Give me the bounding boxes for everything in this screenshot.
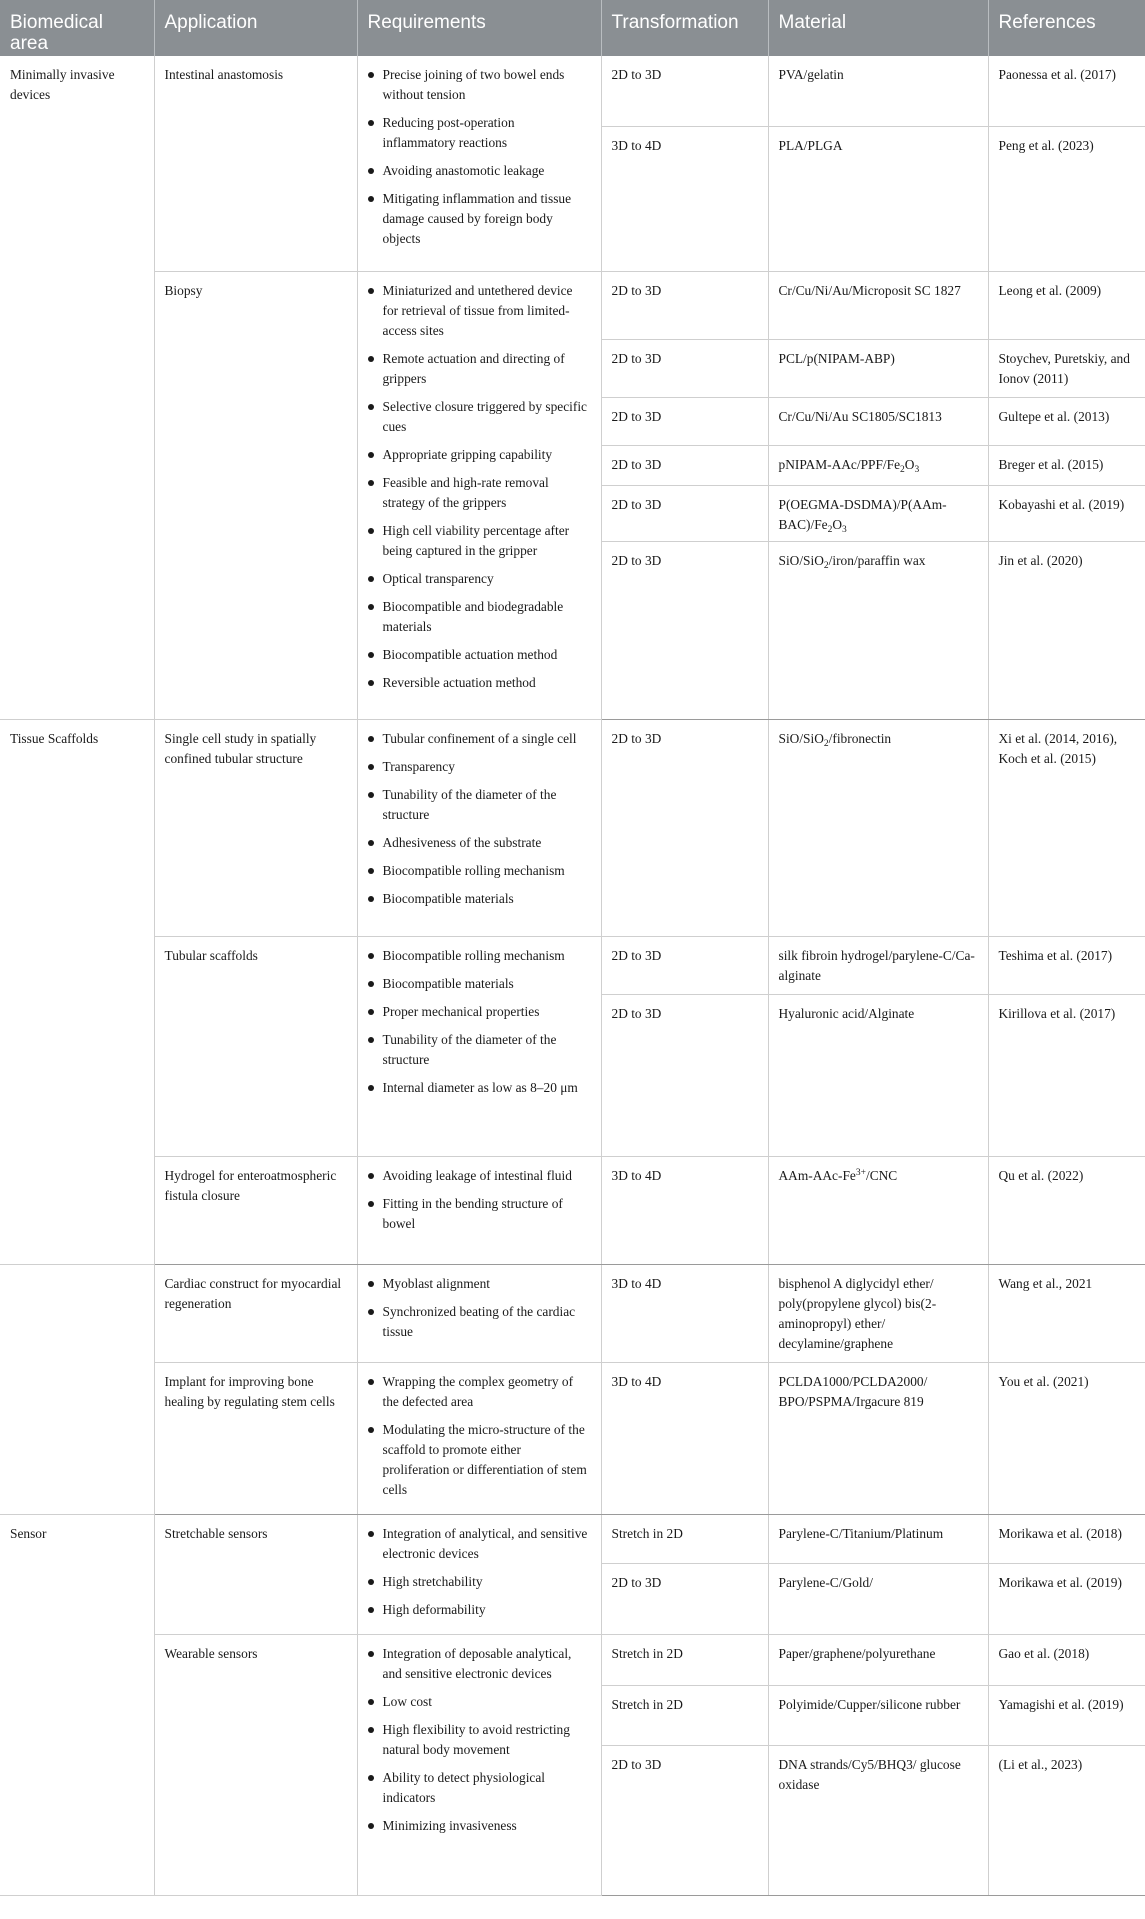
requirements-cell <box>357 1634 601 1895</box>
requirement-item: Biocompatible actuation method <box>368 645 591 665</box>
table-row <box>0 936 1145 994</box>
application-cell: Intestinal anastomosis <box>154 56 357 271</box>
reference-cell: Gultepe et al. (2013) <box>988 397 1145 445</box>
requirement-item: Biocompatible materials <box>368 889 591 909</box>
material-cell: PVA/gelatin <box>768 56 988 126</box>
requirement-item: Reducing post-operation inflammatory reactions <box>368 113 591 153</box>
reference-cell: Morikawa et al. (2018) <box>988 1514 1145 1563</box>
requirement-item: Appropriate gripping capability <box>368 445 591 465</box>
requirement-item: Biocompatible rolling mechanism <box>368 946 591 966</box>
reference-cell: Gao et al. (2018) <box>988 1634 1145 1685</box>
requirements-cell <box>357 936 601 1156</box>
requirement-item: Proper mechanical properties <box>368 1002 591 1022</box>
requirement-item: Biocompatible rolling mechanism <box>368 861 591 881</box>
reference-cell: Qu et al. (2022) <box>988 1156 1145 1264</box>
application-cell: Biopsy <box>154 271 357 719</box>
requirement-item: High deformability <box>368 1600 591 1620</box>
reference-cell: Kirillova et al. (2017) <box>988 994 1145 1156</box>
reference-cell: You et al. (2021) <box>988 1362 1145 1514</box>
table-row <box>0 719 1145 936</box>
table-row <box>0 1264 1145 1362</box>
header-requirements: Requirements <box>357 0 601 56</box>
reference-cell: Xi et al. (2014, 2016), Koch et al. (2015) <box>988 719 1145 936</box>
transformation-cell: 2D to 3D <box>601 994 768 1156</box>
reference-cell: Stoychev, Puretskiy, and Ionov (2011) <box>988 339 1145 397</box>
header-biomedical-area: Biomedical area <box>0 0 154 56</box>
reference-cell: Yamagishi et al. (2019) <box>988 1685 1145 1745</box>
area-cell: Minimally invasive devices <box>0 56 154 719</box>
area-cell: Tissue Scaffolds <box>0 719 154 1264</box>
requirement-item: Feasible and high-rate removal strategy of the grippers <box>368 473 591 513</box>
requirement-item: Avoiding leakage of intestinal fluid <box>368 1166 591 1186</box>
application-cell: Wearable sensors <box>154 1634 357 1895</box>
material-cell: Cr/Cu/Ni/Au SC1805/SC1813 <box>768 397 988 445</box>
requirement-item: Reversible actuation method <box>368 673 591 693</box>
transformation-cell: 2D to 3D <box>601 445 768 485</box>
table-row <box>0 271 1145 339</box>
requirement-item: Optical transparency <box>368 569 591 589</box>
transformation-cell: 2D to 3D <box>601 271 768 339</box>
application-cell: Cardiac construct for myocardial regeneration <box>154 1264 357 1362</box>
requirement-item: Integration of deposable analytical, and sensitive electronic devices <box>368 1644 591 1684</box>
requirement-item: Tunability of the diameter of the structure <box>368 1030 591 1070</box>
transformation-cell: 3D to 4D <box>601 1362 768 1514</box>
table-row <box>0 1362 1145 1514</box>
requirement-item: High stretchability <box>368 1572 591 1592</box>
transformation-cell: Stretch in 2D <box>601 1685 768 1745</box>
transformation-cell: 3D to 4D <box>601 1156 768 1264</box>
header-references: References <box>988 0 1145 56</box>
requirements-cell <box>357 271 601 719</box>
application-cell: Hydrogel for enteroatmospheric fistula closure <box>154 1156 357 1264</box>
material-cell: SiO/SiO$_2$/iron/paraffin wax <box>768 541 988 719</box>
reference-cell: Wang et al., 2021 <box>988 1264 1145 1362</box>
transformation-cell: 2D to 3D <box>601 936 768 994</box>
area-cell: Sensor <box>0 1514 154 1895</box>
requirement-item: Myoblast alignment <box>368 1274 591 1294</box>
material-cell: bisphenol A diglycidyl ether/ poly(propylene glycol) bis(2-aminopropyl) ether/ decylamine/graphene <box>768 1264 988 1362</box>
material-cell: Polyimide/Cupper/silicone rubber <box>768 1685 988 1745</box>
application-cell: Single cell study in spatially confined tubular structure <box>154 719 357 936</box>
material-cell: Cr/Cu/Ni/Au/Microposit SC 1827 <box>768 271 988 339</box>
requirement-item: Tubular confinement of a single cell <box>368 729 591 749</box>
requirement-item: Low cost <box>368 1692 591 1712</box>
transformation-cell: Stretch in 2D <box>601 1634 768 1685</box>
requirement-item: Biocompatible and biodegradable materials <box>368 597 591 637</box>
requirement-item: Avoiding anastomotic leakage <box>368 161 591 181</box>
reference-cell: Morikawa et al. (2019) <box>988 1563 1145 1634</box>
material-cell: silk fibroin hydrogel/parylene-C/Ca-alginate <box>768 936 988 994</box>
material-cell: Hyaluronic acid/Alginate <box>768 994 988 1156</box>
reference-cell: Breger et al. (2015) <box>988 445 1145 485</box>
transformation-cell: 2D to 3D <box>601 541 768 719</box>
material-cell: PLA/PLGA <box>768 126 988 271</box>
requirements-cell <box>357 1362 601 1514</box>
transformation-cell: 3D to 4D <box>601 126 768 271</box>
material-cell: pNIPAM-$AAc/PPF/Fe_2O_3$ <box>768 445 988 485</box>
requirement-item: Synchronized beating of the cardiac tissue <box>368 1302 591 1342</box>
transformation-cell: Stretch in 2D <box>601 1514 768 1563</box>
reference-cell: Kobayashi et al. (2019) <box>988 485 1145 541</box>
material-cell: SiO/SiO$_2$/fibronectin <box>768 719 988 936</box>
requirement-item: Ability to detect physiological indicators <box>368 1768 591 1808</box>
requirement-item: Precise joining of two bowel ends without tension <box>368 65 591 105</box>
transformation-cell: 2D to 3D <box>601 339 768 397</box>
requirements-cell <box>357 1264 601 1362</box>
table-row <box>0 1156 1145 1264</box>
transformation-cell: 2D to 3D <box>601 1563 768 1634</box>
material-cell: Parylene-C/Gold/ <box>768 1563 988 1634</box>
requirement-item: Biocompatible materials <box>368 974 591 994</box>
material-cell: $P(OEGMA-DSDMA)/P(AAm-BAC)/Fe_2O_3$ <box>768 485 988 541</box>
requirement-item: Wrapping the complex geometry of the defected area <box>368 1372 591 1412</box>
table-row <box>0 1634 1145 1685</box>
requirement-item: Mitigating inflammation and tissue damage caused by foreign body objects <box>368 189 591 249</box>
requirement-item: Tunability of the diameter of the structure <box>368 785 591 825</box>
requirement-item: High flexibility to avoid restricting natural body movement <box>368 1720 591 1760</box>
application-cell: Tubular scaffolds <box>154 936 357 1156</box>
transformation-cell: 2D to 3D <box>601 719 768 936</box>
material-cell: PCL/p(NIPAM-ABP) <box>768 339 988 397</box>
reference-cell: Teshima et al. (2017) <box>988 936 1145 994</box>
application-cell: Stretchable sensors <box>154 1514 357 1634</box>
requirement-item: Selective closure triggered by specific cues <box>368 397 591 437</box>
table-row <box>0 56 1145 126</box>
table-row <box>0 1514 1145 1563</box>
requirement-item: Modulating the micro-structure of the scaffold to promote either proliferation or differentiation of stem cells <box>368 1420 591 1500</box>
header-application: Application <box>154 0 357 56</box>
requirement-item: High cell viability percentage after being captured in the gripper <box>368 521 591 561</box>
requirements-cell <box>357 56 601 271</box>
area-cell-empty <box>0 1264 154 1514</box>
material-cell: AAm-$AAc-Fe^{3+}$/CNC <box>768 1156 988 1264</box>
application-cell: Implant for improving bone healing by regulating stem cells <box>154 1362 357 1514</box>
requirement-item: Internal diameter as low as 8–20 μm <box>368 1078 591 1098</box>
requirement-item: Transparency <box>368 757 591 777</box>
header-transformation: Transformation <box>601 0 768 56</box>
transformation-cell: 2D to 3D <box>601 397 768 445</box>
material-cell: Paper/graphene/polyurethane <box>768 1634 988 1685</box>
material-cell: PCLDA1000/PCLDA2000/ BPO/PSPMA/Irgacure 819 <box>768 1362 988 1514</box>
requirements-cell <box>357 1514 601 1634</box>
material-cell: Parylene-C/Titanium/Platinum <box>768 1514 988 1563</box>
header-material: Material <box>768 0 988 56</box>
reference-cell: (Li et al., 2023) <box>988 1745 1145 1895</box>
material-cell: DNA strands/Cy5/BHQ3/ glucose oxidase <box>768 1745 988 1895</box>
reference-cell: Jin et al. (2020) <box>988 541 1145 719</box>
reference-cell: Peng et al. (2023) <box>988 126 1145 271</box>
header-row <box>0 0 1145 56</box>
requirement-item: Miniaturized and untethered device for retrieval of tissue from limited-access sites <box>368 281 591 341</box>
transformation-cell: 2D to 3D <box>601 485 768 541</box>
reference-cell: Paonessa et al. (2017) <box>988 56 1145 126</box>
transformation-cell: 2D to 3D <box>601 1745 768 1895</box>
transformation-cell: 2D to 3D <box>601 56 768 126</box>
requirement-item: Fitting in the bending structure of bowel <box>368 1194 591 1234</box>
requirement-item: Adhesiveness of the substrate <box>368 833 591 853</box>
reference-cell: Leong et al. (2009) <box>988 271 1145 339</box>
requirement-item: Remote actuation and directing of grippers <box>368 349 591 389</box>
requirements-cell <box>357 1156 601 1264</box>
requirement-item: Integration of analytical, and sensitive electronic devices <box>368 1524 591 1564</box>
requirements-cell <box>357 719 601 936</box>
requirement-item: Minimizing invasiveness <box>368 1816 591 1836</box>
transformation-cell: 3D to 4D <box>601 1264 768 1362</box>
